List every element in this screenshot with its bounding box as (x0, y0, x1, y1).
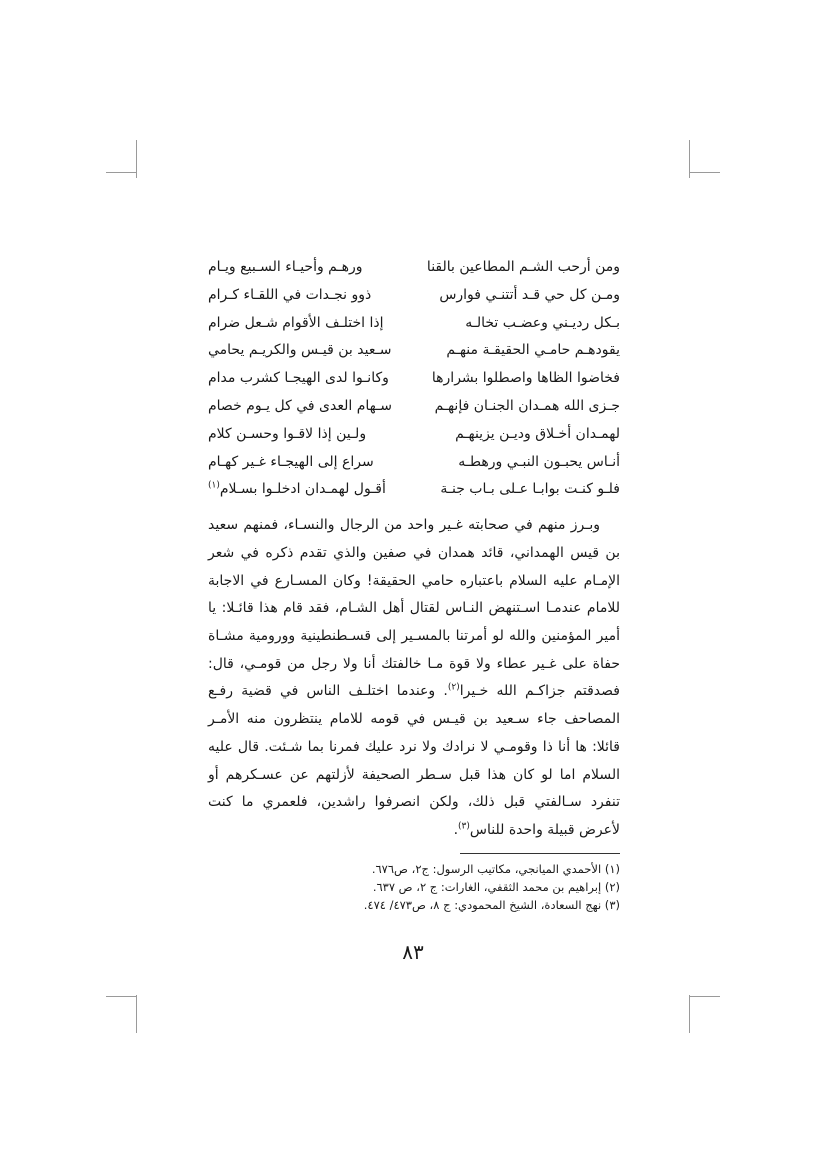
footnote-divider (460, 853, 620, 854)
paragraph-text: . وعندما اختلـف الناس في قضية رفـع المصاحف جاء سـعيد بن قيـس في قومه للامام ينتظرون منه الأمـر قائلا: ها أنا ذا وقومـي لا نرادك ولا نرد عليك فمرنا بما شـئت. قال عليه السلام اما لو كان هذا قبل سـطر الصحيفة لأزلتهم عن عسـكرهم أو تنفرد سـالفتي قبل ذلك، ولكن انصرفوا راشدين، فلعمري ما كنت لأعرض قبيلة واحدة للناس (208, 683, 620, 838)
verse-line (208, 310, 620, 338)
paragraph (208, 512, 620, 844)
hemistich-left: سـهام العدى في كل يـوم خصام (208, 397, 392, 414)
crop-mark (690, 172, 720, 173)
hemistich-left: إذا اختلـف الأقوام شـعل ضرام (208, 314, 384, 331)
body-text (208, 512, 620, 844)
verse-line (208, 282, 620, 310)
hemistich-right: ومـن كل حي قـد أتتنـي فوارس (439, 286, 620, 303)
footnote: (٢) إبراهيم بن محمد الثقفي، الغارات: ج ٢، ص ٦٣٧. (372, 879, 620, 894)
footnote-ref: (٢) (447, 682, 460, 693)
hemistich-left: سـعيد بن قيـس والكريـم يحامي (208, 342, 392, 359)
crop-mark (106, 172, 136, 173)
page-content (208, 254, 620, 914)
hemistich-right: ومن أرحب الشـم المطاعين بالقنا (426, 259, 620, 275)
hemistich-left (208, 476, 386, 504)
page-number: ٨٣ (402, 940, 424, 964)
crop-mark (136, 140, 137, 178)
crop-mark (106, 996, 136, 997)
crop-mark (690, 996, 720, 997)
footnote: (٣) نهج السعادة، الشيخ المحمودي: ج ٨، ص٤٧٣/ ٤٧٤. (363, 897, 620, 912)
hemistich-text: أقـول لهمـدان ادخلـوا بسـلام (219, 481, 386, 498)
verse-line (208, 449, 620, 477)
footnote: (١) الأحمدي الميانجي، مكاتيب الرسول: ج٢، ص٦٧٦. (371, 861, 620, 876)
hemistich-right: بـكل رديـني وعضـب تخالـه (465, 314, 620, 331)
hemistich-left: ذوو نجـدات في اللقـاء كـرام (208, 286, 372, 303)
footnote-ref: (٣) (458, 821, 470, 832)
hemistich-left: ولـين إذا لاقـوا وحسـن كلام (208, 425, 367, 442)
hemistich-right: جـزى الله همـدان الجنـان فإنهـم (434, 397, 620, 414)
hemistich-left: ورهـم وأحيـاء السـبيع ويـام (208, 259, 363, 275)
footnote-ref: (١) (208, 480, 220, 491)
hemistich-right: فخاضوا الظاها واصطلوا بشرارها (431, 370, 620, 387)
hemistich-right: لهمـدان أخـلاق وديـن يزينهـم (455, 425, 620, 442)
paragraph-text: وبـرز منهم في صحابته غـير واحد من الرجال والنسـاء، فمنهم سعيد بن قيس الهمداني، قائد همدان في صفين والذي تقدم ذكره في شعر الإمـام عليه السلام باعتباره حامي الحقيقة! وكان المسـارع في الاجابة للامام عندمـا اسـتنهض النـاس لقتال أهل الشـام، فقد قام هذا قائـلا: يا أمير المؤمنين والله لو أمرتنا بالمسـير إلى قسـطنطينية وورومية مشـاة حفاة على غـير عطاء ولا قوة مـا خالفتك أنا ولا رجل من قومـي، قال: فصدقتم جزاكـم الله خـيرا (208, 517, 620, 700)
crop-mark (689, 995, 690, 1033)
verse-line (208, 476, 620, 504)
hemistich-right: فلـو كنـت بوابـا عـلى بـاب جنـة (440, 481, 620, 498)
footnotes (208, 860, 620, 914)
paragraph-end: . (453, 821, 459, 838)
hemistich-right: أنـاس يحبـون النبـي ورهطـه (458, 453, 620, 470)
verse-line (208, 254, 620, 282)
poem (208, 254, 620, 504)
hemistich-left: وكانـوا لدى الهيجـا كشرب مدام (208, 370, 389, 387)
verse-line (208, 365, 620, 393)
verse-line (208, 337, 620, 365)
verse-line (208, 393, 620, 421)
hemistich-right: يقودهـم حامـي الحقيقـة منهـم (446, 342, 620, 359)
crop-mark (136, 995, 137, 1033)
verse-line (208, 421, 620, 449)
hemistich-left: سراع إلى الهيجـاء غـير كهـام (208, 453, 374, 470)
